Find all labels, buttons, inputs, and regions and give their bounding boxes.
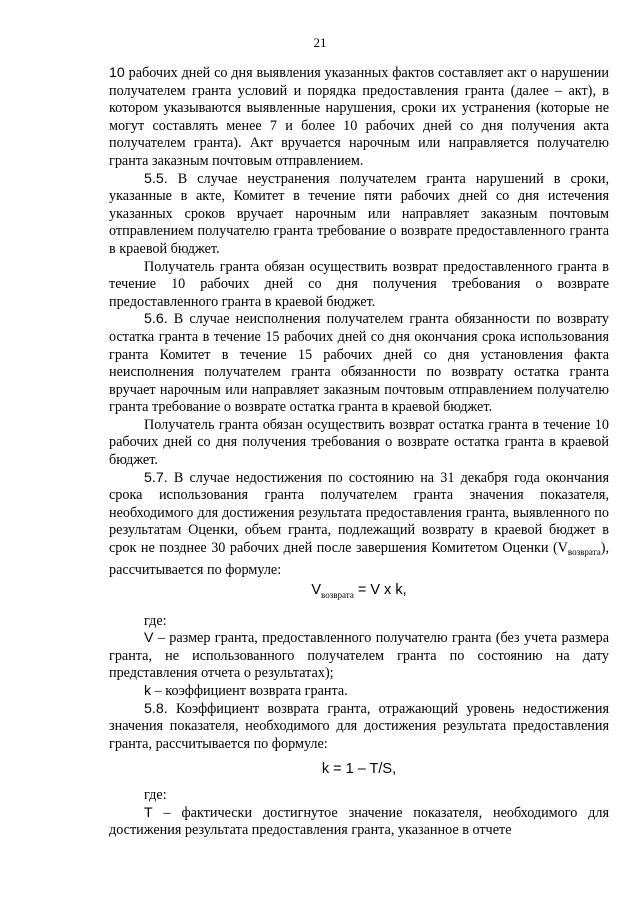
clause-number: 5.8.: [144, 700, 168, 717]
formula-v-return: [109, 582, 609, 604]
definition-v-text: – размер гранта, предоставленного получателю гранта (без учета размера гранта, не использованного получателем гранта по состоянию на дату представления отчета о результатах);: [109, 630, 609, 682]
definition-k-text: – коэффициент возврата гранта.: [151, 683, 348, 700]
paragraph-act-text: рабочих дней со дня выявления указанных фактов составляет акт о нарушении получателем гранта условий и порядка предоставления гранта (далее – акт), в котором указываются выявленные нарушения, сроки их устранения (которые не могут составлять менее 7 и более 10 рабочих дней со дня получения акта получателем гранта). Акт вручается нарочным или направляется получателю гранта заказным почтовым отправлением.: [109, 65, 609, 169]
where-label: где:: [144, 787, 167, 804]
paragraph-5-7-text: В случае недостижения по состоянию на 31 декабря года окончания срока использования гранта получателем гранта значения показателя, необходимого для достижения результата предоставления гранта, выявленного по результатам Оценки, объем гранта, подлежащий возврату в краевой бюджет в срок не позднее 30 рабочих дней после завершения Комитетом Оценки (V: [109, 469, 609, 557]
formula-k: k = 1 – T/S,: [321, 761, 397, 778]
clause-number: 5.5.: [144, 170, 168, 187]
paragraph-5-8: [109, 701, 609, 754]
formula-subscript: возврата: [321, 590, 354, 601]
paragraph-5-5-text: В случае неустранения получателем гранта нарушений в сроки, указанные в акте, Комитет в течение пяти рабочих дней со дня истечения указанных сроков вручает нарочным или направляет заказным почтовым отправлением получателю гранта требование о возврате предоставленного гранта в краевой бюджет.: [109, 170, 609, 257]
paragraph-return-remainder: Получатель гранта обязан осуществить возврат остатка гранта в течение 10 рабочих дней со дня получения требования о возврате остатка гранта в краевой бюджет.: [109, 416, 609, 469]
definition-t-text: – фактически достигнутое значение показателя, необходимого для достижения результата предоставления гранта, указанное в отчете: [109, 804, 609, 839]
page-number: 21: [313, 35, 327, 50]
clause-number: 5.6.: [144, 311, 168, 328]
definition-v: [109, 630, 609, 683]
symbol-t: T: [144, 804, 153, 821]
paragraph-return-grant: Получатель гранта обязан осуществить возврат предоставленного гранта в течение 10 рабочих дней со дня получения требования о возврате предоставленного гранта в краевой бюджет.: [109, 258, 609, 310]
subscript: возврата: [567, 547, 601, 558]
paragraph-5-7-tail: ), рассчитывается по формуле:: [109, 540, 609, 578]
paragraph-5-6: [109, 311, 609, 417]
symbol-v: V: [144, 630, 154, 647]
formula-rest: = V x k,: [353, 582, 407, 599]
formula-v: V: [311, 582, 322, 599]
definition-t: [109, 805, 609, 840]
symbol-k: k: [144, 683, 152, 700]
paragraph-5-8-text: Коэффициент возврата гранта, отражающий уровень недостижения значения показателя, необходимого для достижения результата предоставления гранта, рассчитывается по формуле:: [109, 700, 609, 752]
paragraph-5-6-text: В случае неисполнения получателем гранта обязанности по возврату остатка гранта в течение 15 рабочих дней со дня окончания срока использования гранта Комитет в течение 15 рабочих дней со дня установления факта неисполнения получателем гранта обязанности по возврату остатка гранта вручает нарочным или направляет заказным почтовым отправлением получателю гранта требование о возврате остатка гранта в краевой бюджет.: [109, 311, 609, 416]
paragraph-5-7: [109, 470, 609, 580]
definition-k: [109, 683, 609, 701]
document-body: [109, 65, 609, 840]
paragraph-act: [109, 65, 609, 171]
days-number: 10: [109, 65, 125, 81]
clause-number: 5.7.: [144, 469, 168, 486]
paragraph-5-5: [109, 171, 609, 259]
where-label: где:: [144, 612, 167, 629]
